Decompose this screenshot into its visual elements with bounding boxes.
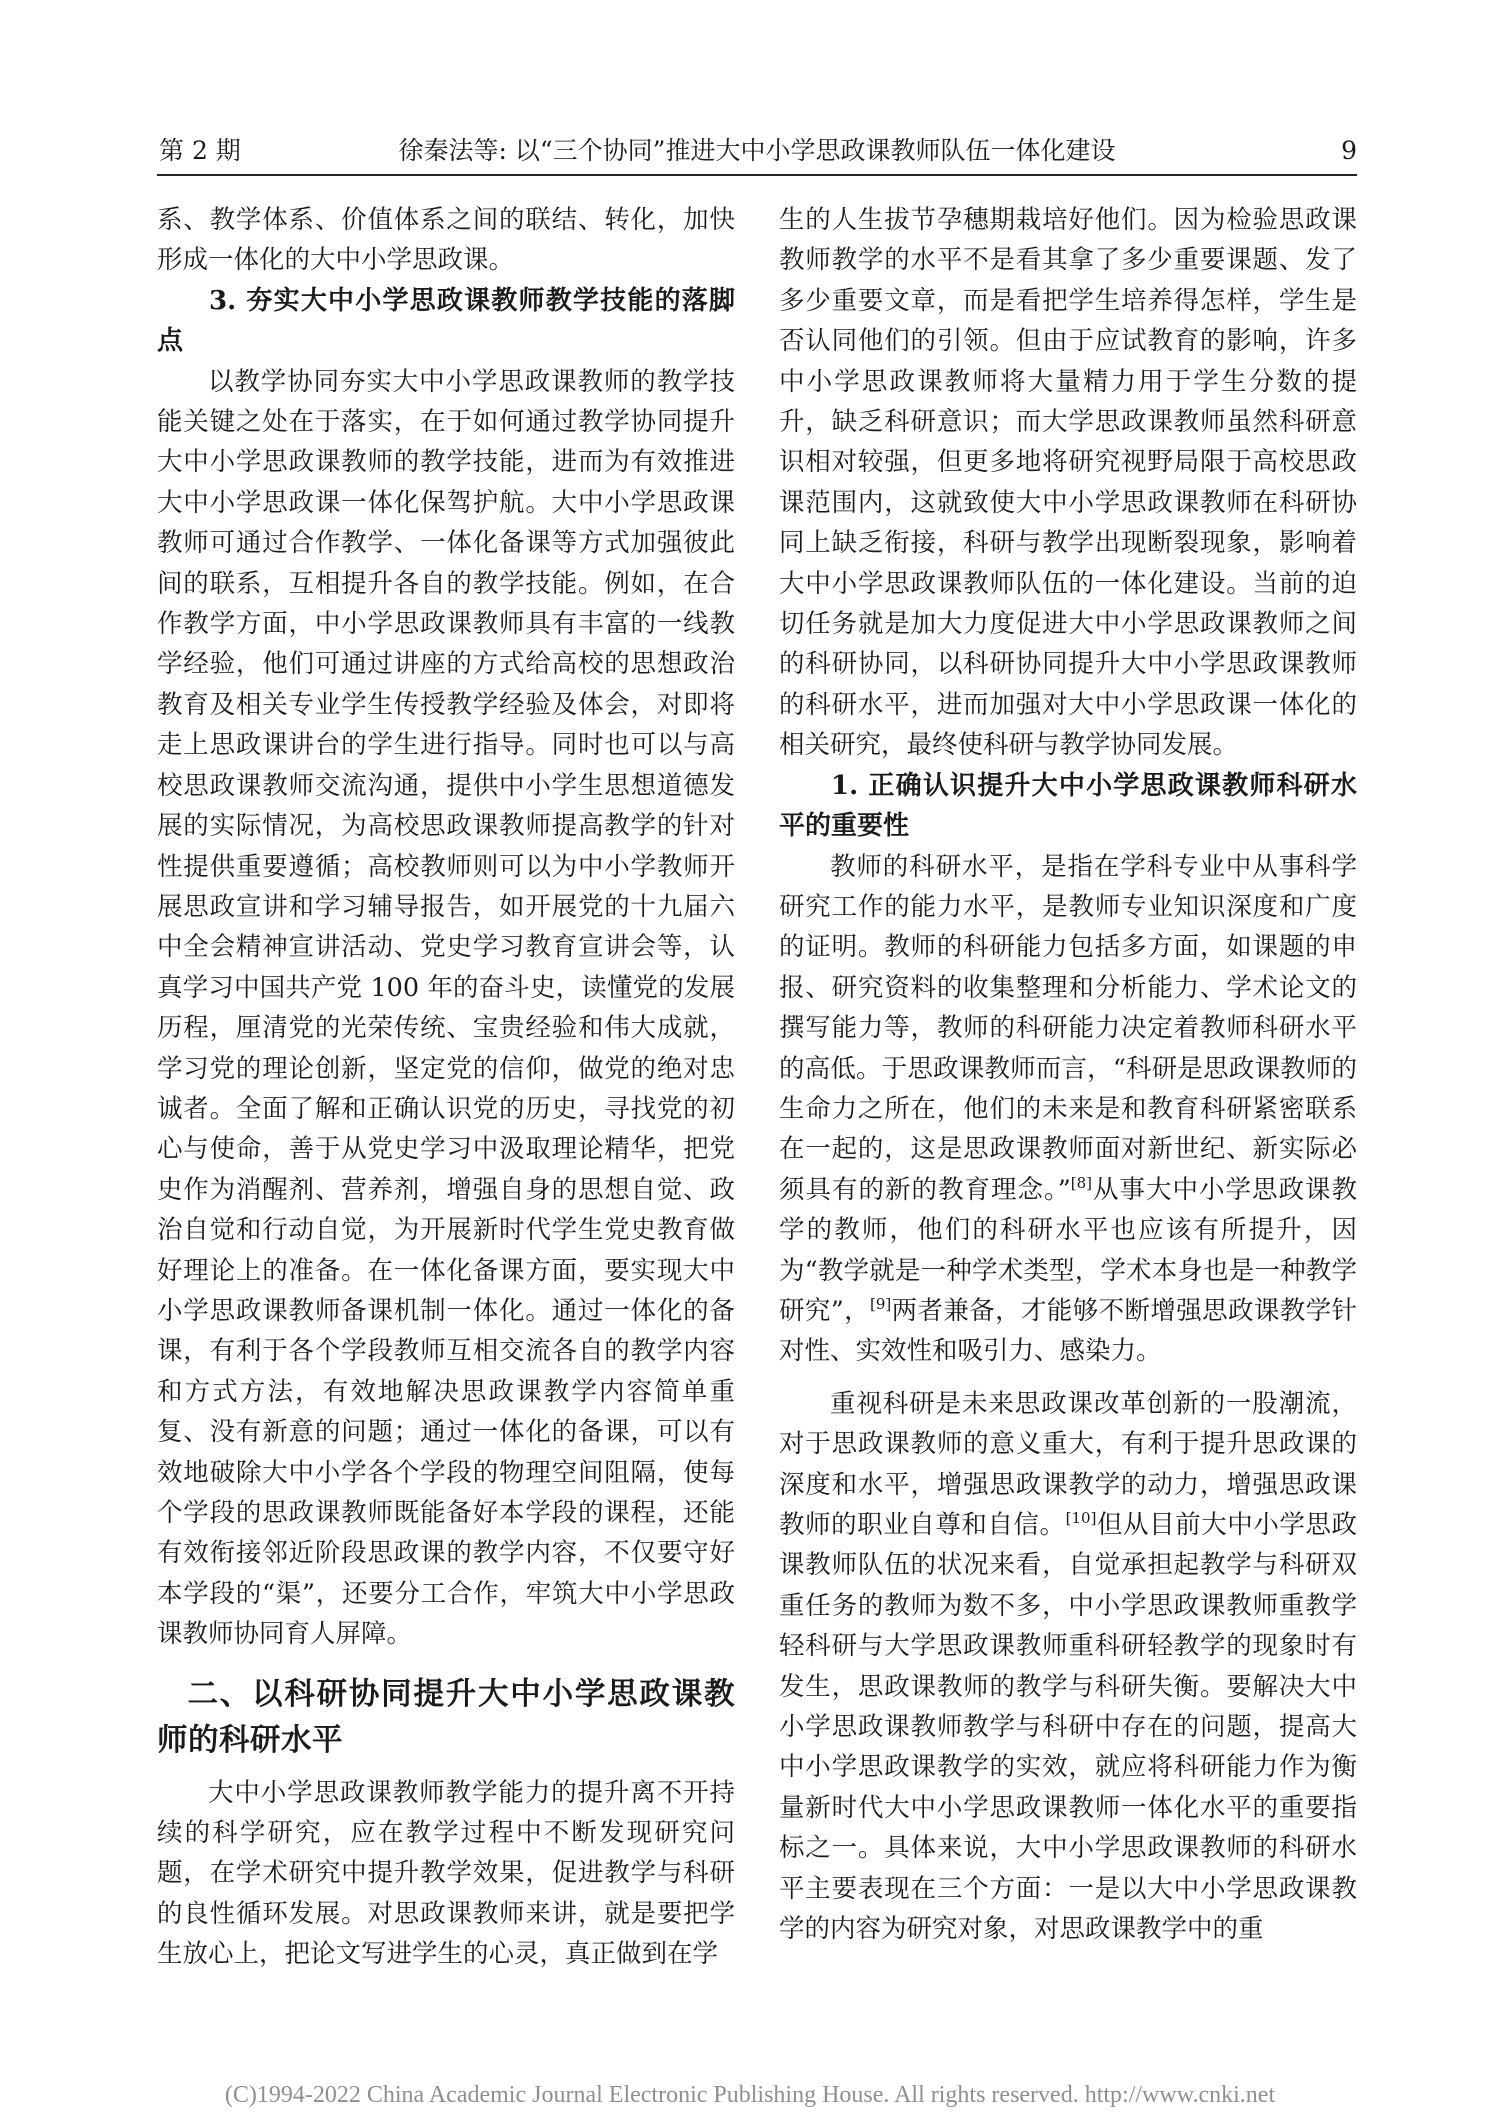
paragraph-research-intro: 大中小学思政课教师教学能力的提升离不开持续的科学研究，应在教学过程中不断发现研究问题，在学术研究中提升教学效果，促进教学与科研的良性循环发展。对思政课教师来讲，就是要把学生放心上，把论文写进学生的心灵，真正做到在学 [157,1777,735,1970]
paragraph-continued: 系、教学体系、价值体系之间的联结、转化，加快形成一体化的大中小学思政课。 [157,205,735,276]
copyright-footer: (C)1994-2022 China Academic Journal Electronic Publishing House. All rights reserved. http://www.cnki.net [224,2082,1276,2108]
subsection-heading-1: 1. 正确认识提升大中小学思政课教师科研水平的重要性 [779,770,1357,842]
running-header [157,128,1357,176]
section-heading-2: 二、以科研协同提升大中小学思政课教师的科研水平 [157,1675,735,1758]
page-number: 9 [1341,136,1357,165]
citation-ref-9: [9] [870,1294,892,1313]
text-segment: 从事大中小学思政课教学的教师，他们的科研水平也应该有所提升，因为“教学就是一种学术类型，学术本身也是一种教学研究”， [779,1174,1357,1326]
left-column [157,200,735,1975]
text-segment: 两者兼备，才能够不断增强思政课教学针对性、实效性和吸引力、感染力。 [779,1295,1357,1367]
text-segment: 但从目前大中小学思政课教师队伍的状况来看，自觉承担起教学与科研双重任务的教师为数不多，中小学思政课教师重教学轻科研与大学思政课教师重科研轻教学的现象时有发生，思政课教师的教学与科研失衡。要解决大中小学思政课教师教学与科研中存在的问题，提高大中小学思政课教学的实效，就应将科研能力作为衡量新时代大中小学思政课教师一体化水平的重要指标之一。具体来说，大中小学思政课教师的科研水平主要表现在三个方面：一是以大中小学思政课教学的内容为研究对象，对思政课教学中的重 [779,1510,1357,1945]
paragraph-continued-right: 生的人生拔节孕穗期栽培好他们。因为检验思政课教师教学的水平不是看其拿了多少重要课题、发了多少重要文章，而是看把学生培养得怎样，学生是否认同他们的引领。但由于应试教育的影响，许多中小学思政课教师将大量精力用于学生分数的提升，缺乏科研意识；而大学思政课教师虽然科研意识相对较强，但更多地将研究视野局限于高校思政课范围内，这就致使大中小学思政课教师在科研协同上缺乏衔接，科研与教学出现断裂现象，影响着大中小学思政课教师队伍的一体化建设。当前的迫切任务就是加大力度促进大中小学思政课教师之间的科研协同，以科研协同提升大中小学思政课教师的科研水平，进而加强对大中小学思政课一体化的相关研究，最终使科研与教学协同发展。 [779,205,1357,761]
right-column [779,200,1357,1949]
issue-number: 第 2 期 [159,136,241,165]
paragraph-teaching-skills: 以教学协同夯实大中小学思政课教师的教学技能关键之处在于落实，在于如何通过教学协同提升大中小学思政课教师的教学技能，进而为有效推进大中小学思政课一体化保驾护航。大中小学思政课教师可通过合作教学、一体化备课等方式加强彼此间的联系，互相提升各自的教学技能。例如，在合作教学方面，中小学思政课教师具有丰富的一线教学经验，他们可通过讲座的方式给高校的思想政治教育及相关专业学生传授教学经验及体会，对即将走上思政课讲台的学生进行指导。同时也可以与高校思政课教师交流沟通，提供中小学生思想道德发展的实际情况，为高校思政课教师提高教学的针对性提供重要遵循；高校教师则可以为中小学教师开展思政宣讲和学习辅导报告，如开展党的十九届六中全会精神宣讲活动、党史学习教育宣讲会等，认真学习中国共产党 100 年的奋斗史，读懂党的发展历程，厘清党的光荣传统、宝贵经验和伟大成就，学习党的理论创新，坚定党的信仰，做党的绝对忠诚者。全面了解和正确认识党的历史，寻找党的初心与使命，善于从党史学习中汲取理论精华，把党史作为消醒剂、营养剂，增强自身的思想自觉、政治自觉和行动自觉，为开展新时代学生党史教育做好理论上的准备。在一体化备课方面，要实现大中小学思政课教师备课机制一体化。通过一体化的备课，有利于各个学段教师互相交流各自的教学内容和方式方法，有效地解决思政课教学内容简单重复、没有新意的问题；通过一体化的备课，可以有效地破除大中小学各个学段的物理空间阻隔，使每个学段的思政课教师既能备好本学段的课程，还能有效衔接邻近阶段思政课的教学内容，不仅要守好本学段的“渠”，还要分工合作，牢筑大中小学思政课教师协同育人屏障。 [157,366,735,1650]
text-segment: 教师的科研水平，是指在学科专业中从事科学研究工作的能力水平，是教师专业知识深度和广度的证明。教师的科研能力包括多方面，如课题的申报、研究资料的收集整理和分析能力、学术论文的撰写能力等，教师的科研能力决定着教师科研水平的高低。于思政课教师而言，“科研是思政课教师的生命力之所在，他们的未来是和教育科研紧密联系在一起的，这是思政课教师面对新世纪、新实际必须具有的新的教育理念。” [779,851,1357,1205]
citation-ref-8: [8] [1070,1173,1093,1192]
citation-ref-10: [10] [1065,1509,1097,1527]
paragraph-research-level [779,847,1357,1372]
paragraph-research-trend [779,1384,1357,1950]
text-segment: 重视科研是未来思政课改革创新的一股潮流，对于思政课教师的意义重大，有利于提升思政课的深度和水平，增强思政课教学的动力，增强思政课教师的职业自尊和自信。 [779,1388,1357,1540]
subsection-heading-3: 3. 夯实大中小学思政课教师教学技能的落脚点 [157,285,735,357]
running-title: 徐秦法等: 以“三个协同”推进大中小学思政课教师队伍一体化建设 [398,136,1116,165]
